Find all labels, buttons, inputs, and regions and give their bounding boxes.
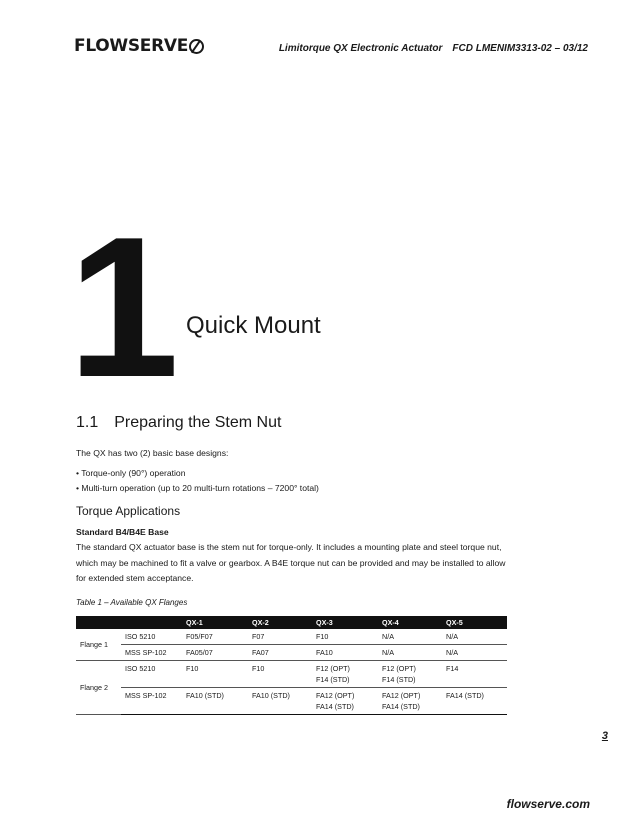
table-row bbox=[76, 629, 507, 645]
table-cell: ISO 5210 bbox=[121, 661, 182, 688]
running-header bbox=[279, 43, 588, 54]
table-cell: N/A bbox=[378, 645, 442, 661]
flanges-table bbox=[76, 616, 507, 715]
table-cell: F12 (OPT) F14 (STD) bbox=[312, 661, 378, 688]
table-row bbox=[76, 645, 507, 661]
footer-url: flowserve.com bbox=[506, 797, 590, 811]
table-cell: FA10 bbox=[312, 645, 378, 661]
header-product: Limitorque QX Electronic Actuator bbox=[278, 43, 443, 54]
header-cell: QX-5 bbox=[442, 616, 507, 629]
table-cell: FA12 (OPT) FA14 (STD) bbox=[378, 688, 442, 715]
chapter-number: 1 bbox=[68, 196, 180, 419]
table-cell: F10 bbox=[248, 661, 312, 688]
table-row bbox=[76, 661, 507, 688]
table-cell: F12 (OPT) F14 (STD) bbox=[378, 661, 442, 688]
table-cell: FA12 (OPT) FA14 (STD) bbox=[312, 688, 378, 715]
section-number: 1.1 bbox=[76, 414, 99, 431]
chapter-title: Quick Mount bbox=[186, 312, 321, 339]
header-cell: QX-4 bbox=[378, 616, 442, 629]
header-doc-id: FCD LMENIM3313-02 – 03/12 bbox=[452, 43, 588, 54]
table-cell: N/A bbox=[442, 629, 507, 645]
section-heading bbox=[76, 414, 281, 432]
logo-mark-icon bbox=[189, 39, 204, 54]
header-cell: QX-2 bbox=[248, 616, 312, 629]
table-cell: MSS SP-102 bbox=[121, 645, 182, 661]
list-item: • Torque-only (90°) operation bbox=[76, 466, 319, 481]
body-paragraph: The standard QX actuator base is the stem nut for torque-only. It includes a mounting plate and steel torque nut, which may be machined to fit a valve or gearbox. A B4E torque nut can be provided and may be installed to allow for extended stem acceptance. bbox=[76, 542, 506, 583]
table-cell: FA05/07 bbox=[182, 645, 248, 661]
table-cell: F05/F07 bbox=[182, 629, 248, 645]
header-cell bbox=[121, 616, 182, 629]
table-header-row bbox=[76, 616, 507, 629]
table-cell: F10 bbox=[312, 629, 378, 645]
table-cell: FA10 (STD) bbox=[182, 688, 248, 715]
subsection-heading: Torque Applications bbox=[76, 504, 181, 518]
table-row bbox=[76, 688, 507, 715]
header-cell: QX-3 bbox=[312, 616, 378, 629]
logo-text: FLOWSERVE bbox=[74, 36, 189, 56]
list-item: • Multi-turn operation (up to 20 multi-turn rotations – 7200° total) bbox=[76, 481, 319, 496]
page-number: 3 bbox=[601, 730, 608, 742]
flange-group-label: Flange 1 bbox=[76, 629, 121, 661]
table-cell: FA07 bbox=[248, 645, 312, 661]
table-caption: Table 1 – Available QX Flanges bbox=[76, 598, 188, 607]
intro-paragraph: The QX has two (2) basic base designs: bbox=[76, 448, 229, 458]
table-cell: F07 bbox=[248, 629, 312, 645]
header-cell bbox=[76, 616, 121, 629]
table-cell: FA10 (STD) bbox=[248, 688, 312, 715]
table-cell: F14 bbox=[442, 661, 507, 688]
table-cell: MSS SP-102 bbox=[121, 688, 182, 715]
header-cell: QX-1 bbox=[182, 616, 248, 629]
flowserve-logo bbox=[74, 36, 204, 56]
table-cell: N/A bbox=[442, 645, 507, 661]
table-cell: F10 bbox=[182, 661, 248, 688]
flange-group-label: Flange 2 bbox=[76, 661, 121, 715]
table-cell: ISO 5210 bbox=[121, 629, 182, 645]
subsubsection-heading: Standard B4/B4E Base bbox=[76, 527, 169, 537]
table-cell: N/A bbox=[378, 629, 442, 645]
section-title: Preparing the Stem Nut bbox=[114, 414, 282, 431]
base-design-list bbox=[76, 466, 319, 496]
table-cell: FA14 (STD) bbox=[442, 688, 507, 715]
